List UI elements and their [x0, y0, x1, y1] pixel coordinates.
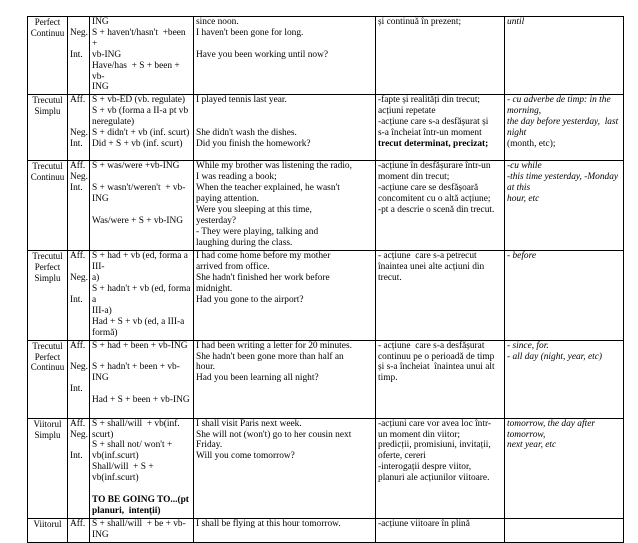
- form-structure-line: Did + S + vb (inf. scurt): [92, 138, 183, 149]
- time-markers-line: the day before yesterday, last night: [507, 117, 621, 139]
- form-type-labels-line: Int.: [70, 183, 83, 194]
- examples-line: paying attention.: [196, 194, 260, 205]
- examples-line: midnight.: [196, 284, 233, 295]
- form-type-labels-line: Int.: [70, 384, 83, 395]
- examples-line: laughing during the class.: [196, 237, 293, 248]
- form-type-labels-line: Aff.: [70, 161, 86, 172]
- examples-line: Had you gone to the airport?: [196, 294, 304, 305]
- tense-name-line: Continuu: [30, 27, 65, 38]
- time-markers-line: until: [507, 17, 525, 27]
- usage-line: -fapte și realități din trecut;: [378, 95, 481, 106]
- form-type-labels-cell: [68, 418, 90, 518]
- table-row: [28, 161, 624, 251]
- form-structure-line: [92, 238, 191, 249]
- usage-line: [378, 61, 502, 72]
- time-markers-cell: [505, 161, 624, 251]
- form-type-labels-line: [70, 462, 87, 473]
- table-row: [28, 418, 624, 518]
- examples-line: Have you been working until now?: [196, 49, 329, 60]
- form-structure-line: S + shall not/ won't +: [92, 440, 173, 451]
- form-type-labels-line: [70, 194, 87, 205]
- examples-cell: [194, 251, 376, 340]
- examples-line: While my brother was listening the radio,: [196, 161, 352, 172]
- form-structure-line: S + didn't + vb (inf. scurt): [92, 128, 190, 139]
- form-type-labels-line: [70, 216, 87, 227]
- form-structure-line: S + was/were +vb-ING: [92, 161, 180, 172]
- examples-line: She hadn't finished her work before: [196, 273, 330, 284]
- form-structure-line: S + shall/will + vb(inf. scurt): [92, 418, 183, 440]
- examples-line: arrived from office.: [196, 262, 270, 273]
- usage-line: trecut determinat, precizat;: [378, 138, 489, 149]
- usage-line: trecut.: [378, 273, 402, 284]
- usage-line: - acțiune care s-a desfășurat: [378, 340, 485, 351]
- examples-line: - They were playing, talking and: [196, 226, 319, 237]
- form-structure-line: planuri, intenții): [92, 505, 161, 516]
- form-type-labels-cell: [68, 95, 90, 161]
- examples-line: since noon.: [196, 17, 239, 27]
- usage-cell: [376, 340, 505, 418]
- time-markers-cell: [505, 340, 624, 418]
- examples-line: [196, 39, 373, 50]
- form-type-labels-line: Neg.: [70, 362, 88, 373]
- form-structure-cell: [90, 95, 194, 161]
- form-type-labels-line: [70, 205, 87, 216]
- tense-name-line: Trecutul: [32, 251, 63, 262]
- examples-line: She will not (won't) go to her cousin next: [196, 429, 352, 440]
- table-row: [28, 340, 624, 418]
- usage-cell: [376, 418, 505, 518]
- table-row: [28, 518, 624, 542]
- form-type-labels-line: [70, 484, 87, 495]
- usage-line: -acțiune care se desfășoară: [378, 183, 479, 194]
- form-structure-line: ING: [92, 82, 109, 93]
- tense-name-cell: [28, 161, 68, 251]
- usage-cell: [376, 95, 505, 161]
- form-structure-line: [92, 484, 191, 495]
- tense-name-line: Simplu: [34, 106, 61, 117]
- time-markers-line: tomorrow, the day after tomorrow,: [507, 418, 598, 440]
- usage-line: [378, 39, 502, 50]
- form-structure-line: [92, 172, 191, 183]
- usage-line: un moment din viitor;: [378, 429, 461, 440]
- time-markers-line: -cu while: [507, 161, 542, 172]
- form-structure-line: S + had + been + vb-ING: [92, 340, 188, 351]
- form-type-labels-line: [70, 106, 87, 117]
- form-structure-line: vb(inf.scurt): [92, 451, 139, 462]
- tense-name-line: Trecutul: [32, 340, 63, 351]
- form-structure-line: Had + S + been + vb-ING: [92, 395, 190, 406]
- form-type-labels-line: [70, 117, 87, 128]
- tense-name-cell: [28, 418, 68, 518]
- form-type-labels-cell: [68, 251, 90, 340]
- examples-cell: [194, 161, 376, 251]
- form-structure-line: [92, 205, 191, 216]
- form-type-labels-cell: [68, 340, 90, 418]
- form-type-labels-line: [70, 352, 87, 363]
- time-markers-line: - cu adverbe de timp: in the morning,: [507, 95, 613, 117]
- examples-line: I played tennis last year.: [196, 95, 287, 106]
- time-markers-cell: [505, 251, 624, 340]
- examples-line: Did you finish the homework?: [196, 138, 311, 149]
- tense-name-cell: [28, 340, 68, 418]
- form-type-labels-line: Neg.: [70, 429, 88, 440]
- time-markers-cell: [505, 518, 624, 542]
- time-markers-line: (month, etc);: [507, 138, 556, 149]
- usage-line: s-a încheiat într-un moment: [378, 128, 482, 139]
- time-markers-line: -this time yesterday, -Monday at this: [507, 172, 621, 194]
- usage-line: moment din trecut;: [378, 172, 450, 183]
- examples-line: She hadn't been gone more than half an: [196, 351, 344, 362]
- usage-line: și s-a încheiat înaintea unui alt: [378, 362, 495, 373]
- form-structure-line: a): [92, 273, 100, 284]
- form-structure-line: S + hadn't + been + vb-ING: [92, 362, 180, 384]
- form-structure-line: [92, 384, 191, 395]
- tense-name-line: Simplu: [34, 273, 61, 284]
- tense-name-line: Perfect: [34, 351, 61, 362]
- form-structure-line: S + vb-ED (vb. regulate): [92, 95, 186, 106]
- usage-line: -acțiune în desfășurare într-un: [378, 161, 491, 172]
- form-type-labels-line: [70, 61, 87, 72]
- tense-name-cell: [28, 95, 68, 161]
- examples-line: [196, 106, 373, 117]
- time-markers-cell: [505, 418, 624, 518]
- form-type-labels-line: Neg.: [70, 273, 88, 284]
- form-type-labels-line: [70, 17, 87, 28]
- examples-line: I shall be flying at this hour tomorrow.: [196, 518, 341, 529]
- form-type-labels-line: [70, 262, 87, 273]
- usage-cell: [376, 17, 505, 95]
- form-structure-line: S + wasn't/weren't + vb-ING: [92, 183, 186, 205]
- form-structure-line: S + shall/will + be + vb-ING: [92, 518, 186, 540]
- tense-name-line: Perfect: [34, 17, 61, 27]
- form-type-labels-line: [70, 227, 87, 238]
- usage-line: -acțiuni care vor avea loc într-: [378, 418, 492, 429]
- time-markers-line: hour, etc: [507, 194, 540, 205]
- usage-cell: [376, 518, 505, 542]
- examples-line: Had you been learning all night?: [196, 373, 319, 384]
- form-type-labels-line: [70, 39, 87, 50]
- usage-line: - acțiune care s-a petrecut: [378, 251, 477, 262]
- usage-cell: [376, 161, 505, 251]
- form-structure-line: TO BE GOING TO...(pt: [92, 494, 189, 505]
- form-type-labels-line: Neg.: [70, 128, 88, 139]
- examples-line: Were you sleeping at this time,: [196, 204, 312, 215]
- examples-line: I haven't been gone for long.: [196, 27, 304, 38]
- examples-cell: [194, 518, 376, 542]
- tense-name-line: Continuu: [30, 172, 65, 183]
- usage-line: și continuă în prezent;: [378, 17, 462, 27]
- form-type-labels-line: Aff.: [70, 518, 86, 529]
- usage-line: timp.: [378, 373, 398, 384]
- examples-line: hour.: [196, 362, 216, 373]
- form-structure-cell: [90, 418, 194, 518]
- tense-name-cell: [28, 518, 68, 542]
- examples-line: yesterday?: [196, 215, 237, 226]
- tense-name-line: Perfect: [34, 262, 61, 273]
- form-structure-line: Had + S + vb (ed, a III-a: [92, 316, 185, 327]
- tense-name-line: Viitorul: [33, 518, 62, 529]
- examples-cell: [194, 95, 376, 161]
- examples-line: I shall visit Paris next week.: [196, 418, 302, 429]
- time-markers-line: [507, 519, 621, 530]
- form-structure-line: neregulate): [92, 117, 135, 128]
- usage-line: planuri ale acțiunilor viitoare.: [378, 473, 490, 484]
- form-structure-cell: [90, 251, 194, 340]
- time-markers-line: - before: [507, 251, 537, 262]
- form-type-labels-line: [70, 284, 87, 295]
- examples-line: She didn't wash the dishes.: [196, 128, 297, 139]
- examples-line: [196, 117, 373, 128]
- usage-line: -pt a descrie o scenă din trecut.: [378, 204, 495, 215]
- table-row: [28, 17, 624, 95]
- tense-name-cell: [28, 17, 68, 95]
- form-structure-line: [92, 352, 191, 363]
- tense-name-line: Viitorul: [33, 418, 62, 429]
- tenses-table: [27, 16, 624, 543]
- usage-line: oferte, cereri: [378, 451, 426, 462]
- form-structure-cell: [90, 161, 194, 251]
- usage-line: predicții, promisiuni, invitații,: [378, 440, 491, 451]
- form-structure-cell: [90, 340, 194, 418]
- form-structure-line: S + vb (forma a II-a pt vb: [92, 106, 189, 117]
- form-structure-line: S + haven't/hasn't +been +: [92, 27, 188, 49]
- form-structure-line: Shall/will + S + vb(inf.scurt): [92, 462, 156, 484]
- usage-line: continuu pe o perioadă de timp: [378, 351, 495, 362]
- usage-line: concomitent cu o altă acțiune;: [378, 194, 491, 205]
- form-type-labels-line: Neg.: [70, 172, 88, 183]
- form-structure-line: III-a): [92, 305, 112, 316]
- usage-line: [378, 50, 502, 61]
- form-structure-line: S + hadn't + vb (ed, forma a: [92, 284, 193, 305]
- form-structure-line: vb-ING: [92, 49, 122, 60]
- usage-line: -acțiune care s-a desfășurat și: [378, 117, 489, 128]
- form-type-labels-line: Int.: [70, 451, 83, 462]
- form-type-labels-line: Aff.: [70, 418, 86, 429]
- form-type-labels-cell: [68, 161, 90, 251]
- usage-cell: [376, 251, 505, 340]
- form-type-labels-line: [70, 306, 87, 317]
- tense-name-cell: [28, 251, 68, 340]
- form-type-labels-cell: [68, 518, 90, 542]
- time-markers-line: next year, etc: [507, 440, 557, 451]
- form-type-labels-cell: [68, 17, 90, 95]
- usage-line: acțiuni repetate: [378, 106, 436, 117]
- tense-name-line: Trecutul: [32, 161, 63, 172]
- tense-name-line: Continuu: [30, 362, 65, 373]
- form-type-labels-line: [70, 440, 87, 451]
- time-markers-line: - since, for.: [507, 340, 549, 351]
- form-structure-cell: [90, 17, 194, 95]
- examples-line: I had come home before my mother: [196, 251, 331, 262]
- form-structure-line: [92, 227, 191, 238]
- form-structure-line: formă): [92, 327, 118, 338]
- time-markers-cell: [505, 17, 624, 95]
- examples-cell: [194, 418, 376, 518]
- form-structure-line: Was/were + S + vb-ING: [92, 215, 184, 226]
- examples-line: Friday.: [196, 440, 223, 451]
- form-structure-cell: [90, 518, 194, 542]
- usage-line: înaintea unei alte acțiuni din: [378, 262, 485, 273]
- table-row: [28, 251, 624, 340]
- form-type-labels-line: Neg.: [70, 27, 88, 38]
- form-type-labels-line: Int.: [70, 294, 83, 305]
- examples-line: I was reading a book;: [196, 172, 277, 183]
- tense-name-line: Simplu: [34, 429, 61, 440]
- form-type-labels-line: [70, 473, 87, 484]
- time-markers-line: - all day (night, year, etc): [507, 351, 603, 362]
- usage-line: -interogații despre viitor,: [378, 462, 472, 473]
- form-structure-line: ING: [92, 17, 109, 27]
- form-structure-line: Have/has + S + been + vb-: [92, 60, 183, 82]
- form-type-labels-line: Aff.: [70, 251, 86, 262]
- tense-name-line: Trecutul: [32, 95, 63, 106]
- examples-line: [196, 61, 373, 72]
- form-type-labels-line: Aff.: [70, 340, 86, 351]
- table-row: [28, 95, 624, 161]
- usage-line: -acțiune viitoare în plină: [378, 518, 470, 529]
- examples-line: Will you come tomorrow?: [196, 451, 295, 462]
- form-type-labels-line: Int.: [70, 49, 83, 60]
- form-type-labels-line: Aff.: [70, 95, 86, 106]
- form-structure-line: S + had + vb (ed, forma a III-: [92, 251, 191, 273]
- examples-line: I had been writing a letter for 20 minutes.: [196, 340, 352, 351]
- form-type-labels-line: [70, 373, 87, 384]
- examples-line: When the teacher explained, he wasn't: [196, 183, 340, 194]
- form-type-labels-line: Int.: [70, 138, 83, 149]
- examples-cell: [194, 17, 376, 95]
- usage-line: [378, 28, 502, 39]
- examples-cell: [194, 340, 376, 418]
- time-markers-cell: [505, 95, 624, 161]
